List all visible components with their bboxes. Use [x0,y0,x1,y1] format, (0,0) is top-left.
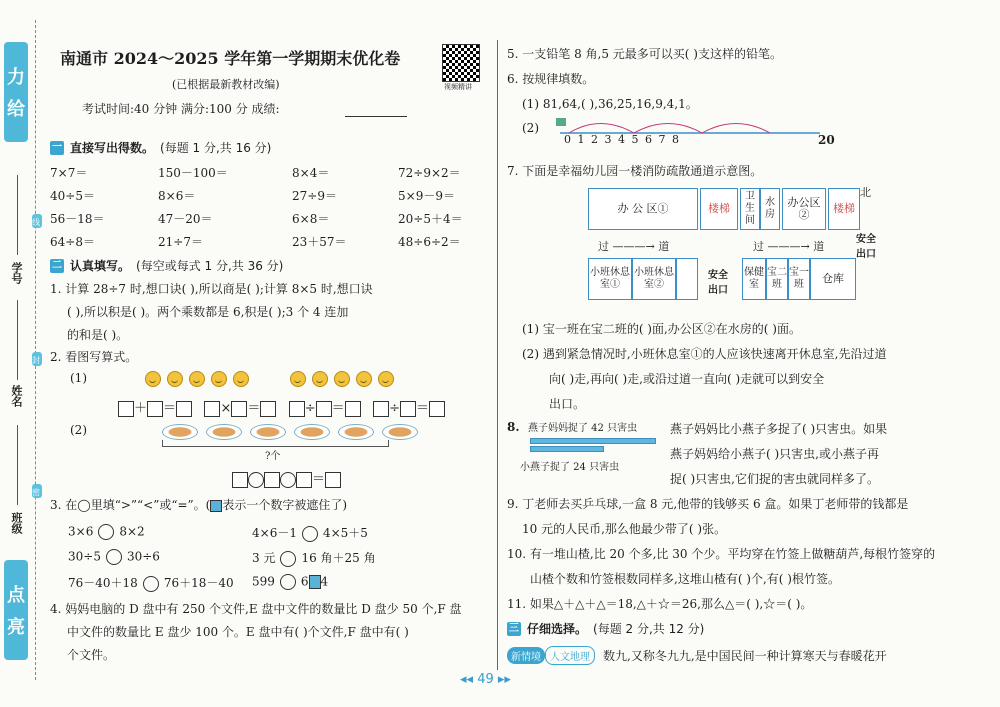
tab-char: 亮 [7,617,25,638]
calc-item: 27÷9＝ [292,189,337,203]
page-number: ◂◂ 49 ▸▸ [460,672,511,687]
section-number: 三 [509,622,519,634]
stairs-1: 楼梯 [700,188,738,230]
topic-tag: 人文地理 [545,646,595,665]
compare-circle[interactable] [143,576,159,592]
question-8-line-1: 燕子妈妈比小燕子多捉了( )只害虫。如果 [670,422,888,436]
smiley-group-1 [145,371,255,387]
smiley-group-2 [290,371,400,387]
tab-char: 力 [7,67,25,88]
calc-item: 23＋57＝ [292,235,347,249]
calc-item: 8×4＝ [292,166,330,180]
plate-icon [206,424,242,440]
compare-circle[interactable] [98,524,114,540]
margin-tab-bottom [4,560,28,660]
section-number: 一 [52,141,62,153]
qr-code-icon[interactable] [442,44,480,82]
question-1-line-3: 的和是( )。 [67,328,129,342]
bar-mother [530,438,656,444]
compare-item: 30÷5 30÷6 [68,549,160,564]
rest-room-2: 小班休息室② [632,258,676,300]
health-room: 保健室 [742,258,766,300]
section-1-header [50,139,271,156]
question-5: 5. 一支铅笔 8 角,5 元最多可以买( )支这样的铅笔。 [507,47,782,61]
calc-item: 8×6＝ [158,189,196,203]
question-6: 6. 按规律填数。 [507,72,595,86]
office-area-2: 办公区② [782,188,826,230]
qr-caption: 视频精讲 [444,83,472,91]
section-title: 认真填写。 [70,259,131,273]
question-7: 7. 下面是幸福幼儿园一楼消防疏散通道示意图。 [507,164,763,178]
question-2: 2. 看图写算式。 [50,350,138,364]
question-10-line-2: 山楂个数和竹签根数同样多,这堆山楂有( )个,有( )根竹签。 [530,572,840,586]
cut-line-pill: 线 [32,214,42,228]
equation-template-2: ＝ [232,468,341,488]
compare-item: 3×6 8×2 [68,524,145,539]
compare-item: 4×6－1 4×5＋5 [252,526,368,540]
question-7-1: (1) 宝一班在宝二班的( )面,办公区②在水房的( )面。 [522,322,801,336]
calc-item: 7×7＝ [50,166,88,180]
page-title: 南通市 2024～2025 学年第一学期期末优化卷 [60,49,401,68]
question-4-line-2: 中文件的数量比 E 盘少 100 个。E 盘中有( )个文件,F 盘中有( ) [67,625,409,639]
room-blank [676,258,698,300]
unknown-count: ?个 [265,451,281,462]
corridor-label-1: 过 ———→ 道 [598,240,670,253]
stairs-2: 楼梯 [828,188,860,230]
compare-item: 76－40＋18 76＋18－40 [68,576,234,590]
hidden-digit-box [309,575,321,589]
question-7-2-line-2: 向( )走,再向( )走,或沿过道一直向( )走就可以到安全 [549,372,825,386]
question-12 [507,646,887,665]
frog-icon [556,118,566,126]
score-blank [345,116,407,117]
north-label: 北 [860,186,871,199]
calc-item: 21÷7＝ [158,235,203,249]
section-note: (每题 1 分,共 16 分) [160,141,272,155]
brace [162,440,389,447]
section-note: (每题 2 分,共 12 分) [593,622,705,636]
smiley-icon [378,371,394,387]
tab-char: 给 [7,99,25,120]
compare-circle[interactable] [302,526,318,542]
number-line-end: 20 [818,133,835,147]
calc-item: 64÷8＝ [50,235,95,249]
water-room: 水房 [760,188,780,230]
calc-item: 48÷6÷2＝ [398,235,461,249]
plate-icon [382,424,418,440]
calc-item: 56－18＝ [50,212,105,226]
question-10-line-1: 10. 有一堆山楂,比 20 个多,比 30 个少。平均穿在竹签上做糖葫芦,每根竹签穿的 [507,547,936,561]
calc-item: 5×9－9＝ [398,189,455,203]
warehouse: 仓库 [810,258,856,300]
number-line-ticks: 0 1 2 3 4 5 6 7 8 [564,133,681,146]
question-8-line-3: 捉( )只害虫,它们捉的害虫就同样多了。 [670,472,879,486]
compare-item: 599 6 4 [252,574,329,589]
section-title: 仔细选择。 [527,622,588,636]
calc-item: 40÷5＝ [50,189,95,203]
plate-icon [162,424,198,440]
smiley-icon [211,371,227,387]
smiley-icon [145,371,161,387]
class-bao2: 宝二班 [766,258,788,300]
section-3-header [507,620,704,637]
smiley-icon [290,371,306,387]
compare-circle[interactable] [280,551,296,567]
plate-icon [294,424,330,440]
calc-item: 6×8＝ [292,212,330,226]
column-divider [497,40,498,670]
calc-item: 72÷9×2＝ [398,166,461,180]
equation-templates: ＋ ＝ × ＝ ÷ ＝ ÷ ＝ [118,397,445,417]
plate-icon [250,424,286,440]
question-3: 3. 在◯里填“>”“<”或“=”。( 表示一个数字被遮住了) [50,498,348,512]
q8-big-label: 燕子妈妈捉了 42 只害虫 [528,423,638,434]
class-bao1: 宝一班 [788,258,810,300]
binding-margin [0,0,40,707]
cut-line-pill: 封 [32,352,42,366]
section-title: 直接写出得数。 [70,141,155,155]
calc-item: 20÷5＋4＝ [398,212,463,226]
plates-row [162,424,426,440]
calc-item: 47－20＝ [158,212,213,226]
question-7-2-line-1: (2) 遇到紧急情况时,小班休息室①的人应该快速离开休息室,先沿过道 [522,347,887,361]
section-2-header [50,257,283,274]
corridor-label-2: 过 ———→ 道 [753,240,825,253]
smiley-icon [189,371,205,387]
name-label: 姓名 [10,385,23,407]
class-label: 班级 [10,512,23,534]
section-number: 二 [52,259,62,271]
class-line [17,425,18,505]
compare-item: 3 元 16 角＋25 角 [252,551,376,565]
rest-room-1: 小班休息室① [588,258,632,300]
name-line [17,300,18,380]
office-area-1: 办 公 区① [588,188,698,230]
compare-circle[interactable] [106,549,122,565]
calc-item: 150－100＝ [158,166,228,180]
evacuation-map [588,186,876,306]
student-id-line [17,175,18,255]
question-6-2-label: (2) [522,121,539,135]
question-6-1: (1) 81,64,( ),36,25,16,9,4,1。 [522,97,698,111]
q8-small-label: 小燕子捉了 24 只害虫 [520,462,620,473]
subtitle: (已根据最新教材改编) [172,78,280,91]
student-id-label: 学号 [10,262,23,284]
question-12-text: 数九,又称冬九九,是中国民间一种计算寒天与春暖花开 [603,649,887,663]
question-2-1-label: (1) [70,371,87,385]
question-2-2-label: (2) [70,423,87,437]
cut-line-pill: 密 [32,484,42,498]
smiley-icon [167,371,183,387]
toilet: 卫生间 [740,188,760,230]
question-8-line-2: 燕子妈妈给小燕子( )只害虫,或小燕子再 [670,447,879,461]
new-context-tag: 新情境 [507,647,545,664]
smiley-icon [334,371,350,387]
section-note: (每空或每式 1 分,共 36 分) [136,259,284,273]
safe-exit-right: 安全出口 [856,234,876,260]
question-9-line-2: 10 元的人民币,那么他最少带了( )张。 [522,522,727,536]
smiley-icon [312,371,328,387]
question-11: 11. 如果△＋△＋△＝18,△＋☆＝26,那么△＝( ),☆＝( )。 [507,597,813,611]
question-9-line-1: 9. 丁老师去买乒乓球,一盒 8 元,他带的钱够买 6 盒。如果丁老师带的钱都是 [507,497,909,511]
bar-child [530,446,604,452]
plate-icon [338,424,374,440]
question-7-2-line-3: 出口。 [549,397,586,411]
smiley-icon [233,371,249,387]
question-1-line-1: 1. 计算 28÷7 时,想口诀( ),所以商是( );计算 8×5 时,想口诀 [50,282,373,296]
cut-line [35,20,36,680]
question-8-number: 8. [507,420,520,434]
margin-tab-top [4,42,28,142]
question-4-line-3: 个文件。 [67,648,116,662]
question-1-line-2: ( ),所以积是( )。两个乘数都是 6,积是( );3 个 4 连加 [67,305,349,319]
compare-circle[interactable] [280,574,296,590]
tab-char: 点 [7,585,25,606]
exam-info: 考试时间:40 分钟 满分:100 分 成绩: [82,102,280,116]
smiley-icon [356,371,372,387]
safe-exit-middle: 安全出口 [708,270,728,296]
question-4-line-1: 4. 妈妈电脑的 D 盘中有 250 个文件,E 盘中文件的数量比 D 盘少 50 个,F 盘 [50,602,462,616]
